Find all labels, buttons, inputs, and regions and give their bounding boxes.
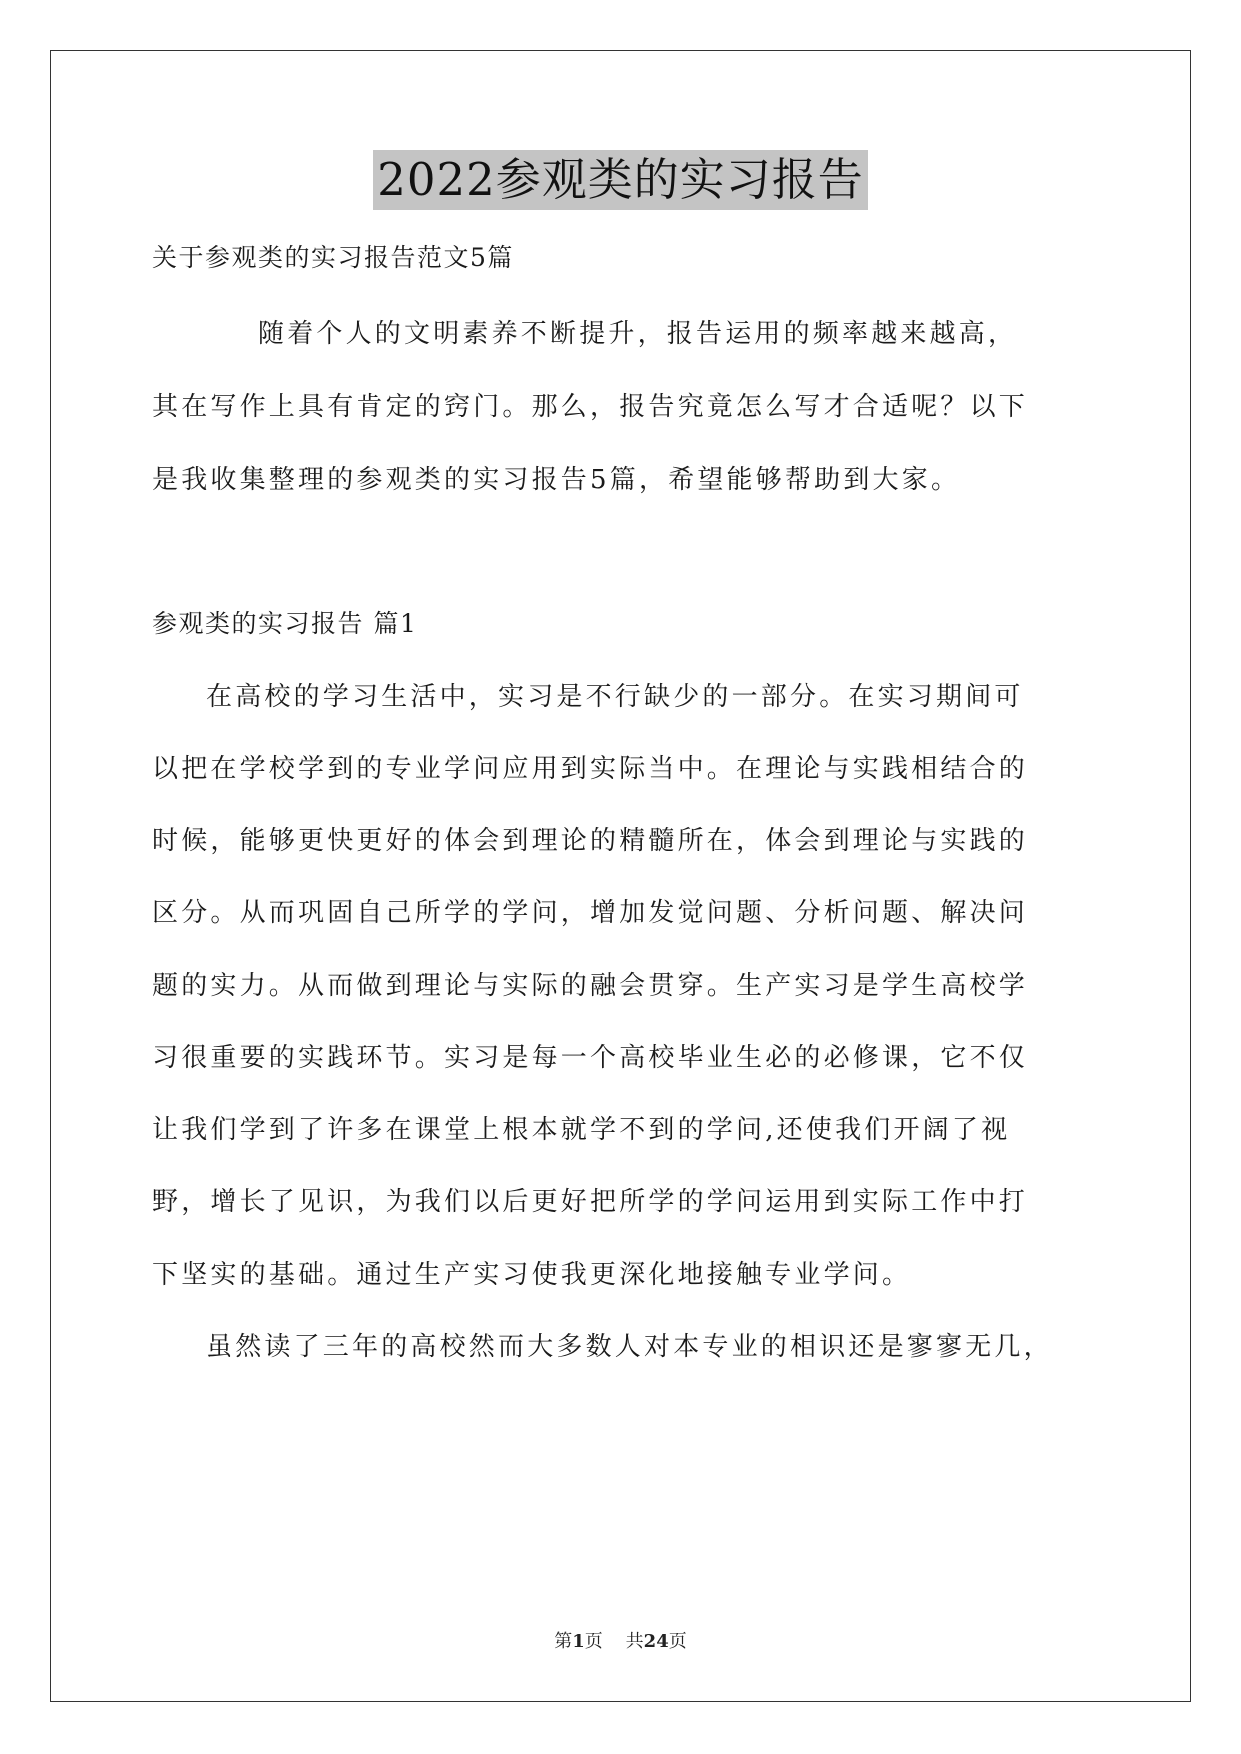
intro-line: 随着个人的文明素养不断提升，报告运用的频率越来越高， — [258, 319, 1018, 349]
paragraph-line: 区分。从而巩固自己所学的学问，增加发觉问题、分析问题、解决问 — [152, 898, 1029, 928]
footer-page-suffix: 页 — [584, 1631, 603, 1652]
footer-total-suffix: 页 — [668, 1631, 687, 1652]
footer-total-prefix: 共 — [625, 1631, 644, 1652]
paragraph-line: 下坚实的基础。通过生产实习使我更深化地接触专业学问。 — [152, 1260, 912, 1290]
footer-total-pages: 24 — [643, 1631, 669, 1652]
section-heading: 参观类的实习报告 篇1 — [152, 609, 418, 638]
paragraph-line: 以把在学校学到的专业学问应用到实际当中。在理论与实践相结合的 — [152, 754, 1029, 784]
paragraph-line: 时候，能够更快更好的体会到理论的精髓所在，体会到理论与实践的 — [152, 826, 1029, 856]
page-footer — [0, 1630, 1241, 1654]
title-container — [0, 150, 1241, 210]
paragraph-line: 让我们学到了许多在课堂上根本就学不到的学问,还使我们开阔了视 — [152, 1115, 1011, 1145]
paragraph-line: 习很重要的实践环节。实习是每一个高校毕业生必的必修课，它不仅 — [152, 1043, 1029, 1073]
paragraph-line: 野，增长了见识，为我们以后更好把所学的学问运用到实际工作中打 — [152, 1187, 1029, 1217]
document-subtitle: 关于参观类的实习报告范文5篇 — [152, 243, 514, 272]
intro-line: 是我收集整理的参观类的实习报告5篇，希望能够帮助到大家。 — [152, 465, 961, 495]
footer-prefix: 第 — [554, 1631, 573, 1652]
paragraph-line: 虽然读了三年的高校然而大多数人对本专业的相识还是寥寥无几， — [206, 1332, 1053, 1362]
paragraph-line: 在高校的学习生活中，实习是不行缺少的一部分。在实习期间可 — [206, 682, 1024, 712]
page-border — [50, 50, 1191, 1702]
paragraph-line: 题的实力。从而做到理论与实际的融会贯穿。生产实习是学生高校学 — [152, 971, 1029, 1001]
intro-line: 其在写作上具有肯定的窍门。那么，报告究竟怎么写才合适呢？以下 — [152, 392, 1029, 422]
footer-page-number: 1 — [572, 1631, 585, 1652]
document-title: 2022参观类的实习报告 — [373, 150, 868, 210]
